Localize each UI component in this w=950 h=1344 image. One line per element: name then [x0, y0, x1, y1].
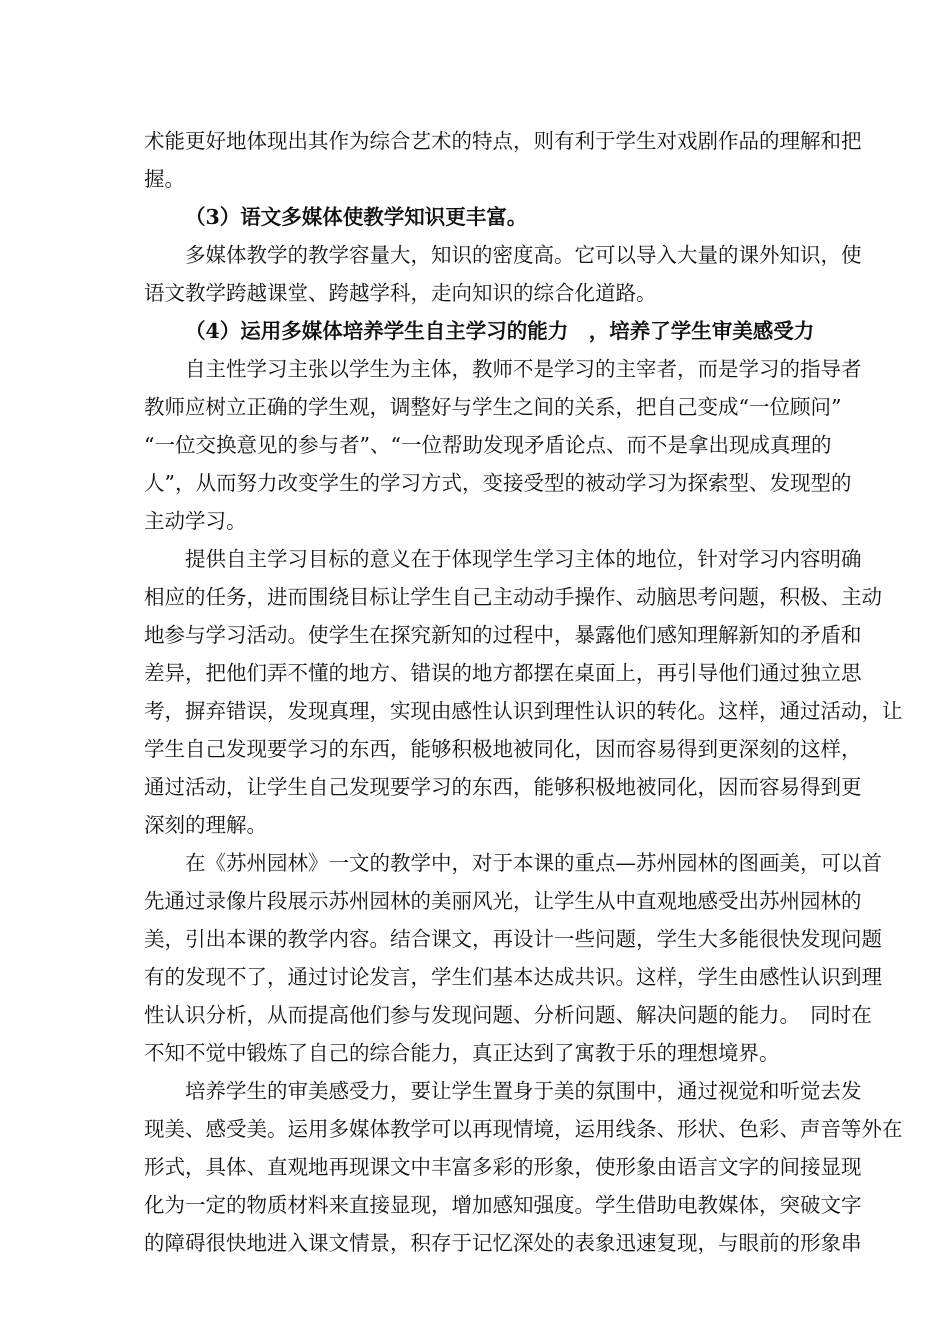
text-line: 先通过录像片段展示苏州园林的美丽风光，让学生从中直观地感受出苏州园林的 [144, 889, 862, 913]
body-paragraph [144, 236, 862, 312]
body-paragraph [144, 1072, 903, 1262]
body-paragraph [144, 122, 862, 198]
text-line: （4）运用多媒体培养学生自主学习的能力 ，培养了学生审美感受力 [185, 319, 815, 343]
text-line: 相应的任务，进而围绕目标让学生自己主动动手操作、动脑思考问题，积极、主动 [144, 585, 882, 609]
text-line: （3）语文多媒体使教学知识更丰富。 [185, 205, 528, 229]
text-line: “一位交换意见的参与者”、“一位帮助发现矛盾论点、而不是拿出现成真理的 [144, 433, 832, 457]
body-paragraph [144, 844, 882, 1072]
text-line: 地参与学习活动。使学生在探究新知的过程中，暴露他们感知理解新知的矛盾和 [144, 623, 862, 647]
document-page [144, 122, 903, 1262]
body-paragraph [144, 540, 903, 844]
text-line: 培养学生的审美感受力，要让学生置身于美的氛围中，通过视觉和听觉去发 [185, 1079, 862, 1103]
text-line: 有的发现不了，通过讨论发言，学生们基本达成共识。这样，学生由感性认识到理 [144, 965, 882, 989]
text-line: 不知不觉中锻炼了自己的综合能力，真正达到了寓教于乐的理想境界。 [144, 1041, 780, 1065]
text-line: 自主性学习主张以学生为主体，教师不是学习的主宰者，而是学习的指导者 [185, 357, 862, 381]
text-line: 教师应树立正确的学生观，调整好与学生之间的关系，把自己变成“一位顾问” [144, 395, 842, 419]
text-line: 的障碍很快地进入课文情景，积存于记忆深处的表象迅速复现，与眼前的形象串 [144, 1231, 862, 1255]
text-line: 差异，把他们弄不懂的地方、错误的地方都摆在桌面上，再引导他们通过独立思 [144, 661, 862, 685]
text-line: 通过活动，让学生自己发现要学习的东西，能够积极地被同化，因而容易得到更 [144, 775, 862, 799]
text-line: 主动学习。 [144, 509, 247, 533]
text-line: 化为一定的物质材料来直接显现，增加感知强度。学生借助电教媒体，突破文字 [144, 1193, 862, 1217]
text-line: 人”，从而努力改变学生的学习方式，变接受型的被动学习为探索型、发现型的 [144, 471, 852, 495]
section-heading [144, 312, 815, 350]
text-line: 美，引出本课的教学内容。结合课文，再设计一些问题，学生大多能很快发现问题 [144, 927, 882, 951]
text-line: 在《苏州园林》一文的教学中，对于本课的重点—苏州园林的图画美，可以首 [185, 851, 882, 875]
text-line: 性认识分析，从而提高他们参与发现问题、分析问题、解决问题的能力。 同时在 [144, 1003, 872, 1027]
text-line: 握。 [144, 167, 185, 191]
text-line: 术能更好地体现出其作为综合艺术的特点，则有利于学生对戏剧作品的理解和把 [144, 129, 862, 153]
text-line: 考，摒弃错误，发现真理，实现由感性认识到理性认识的转化。这样，通过活动，让 [144, 699, 903, 723]
text-line: 多媒体教学的教学容量大，知识的密度高。它可以导入大量的课外知识，使 [185, 243, 862, 267]
text-line: 深刻的理解。 [144, 813, 267, 837]
body-paragraph [144, 350, 862, 540]
text-line: 提供自主学习目标的意义在于体现学生学习主体的地位，针对学习内容明确 [185, 547, 862, 571]
text-line: 语文教学跨越课堂、跨越学科，走向知识的综合化道路。 [144, 281, 657, 305]
text-line: 学生自己发现要学习的东西，能够积极地被同化，因而容易得到更深刻的这样， [144, 737, 862, 761]
text-line: 现美、感受美。运用多媒体教学可以再现情境，运用线条、形状、色彩、声音等外在 [144, 1117, 903, 1141]
text-line: 形式，具体、直观地再现课文中丰富多彩的形象，使形象由语言文字的间接显现 [144, 1155, 862, 1179]
section-heading [144, 198, 808, 236]
